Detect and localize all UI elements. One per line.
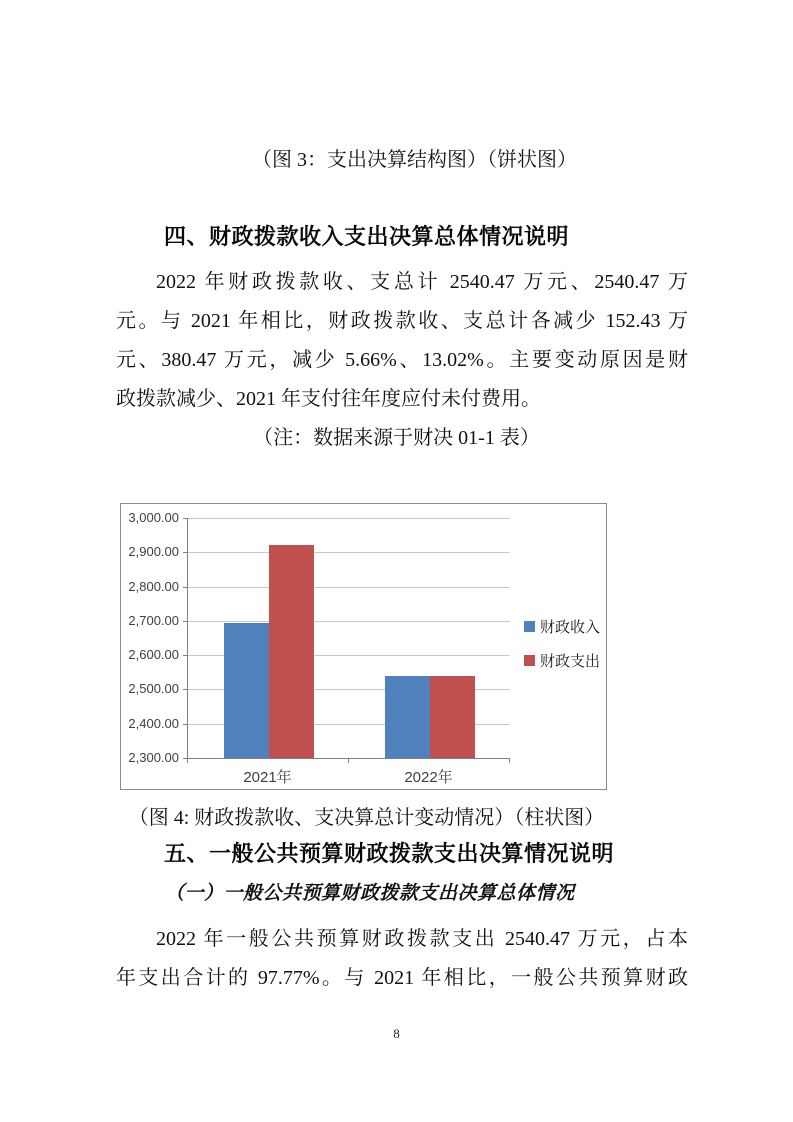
y-axis-tick-mark <box>183 724 187 725</box>
y-axis-tick-label: 2,500.00 <box>128 681 179 696</box>
y-axis-tick-mark <box>183 587 187 588</box>
y-axis-tick-mark <box>183 552 187 553</box>
page-number: 8 <box>393 1026 400 1041</box>
y-axis-tick-label: 3,000.00 <box>128 510 179 525</box>
paragraph-line: 年支出合计的 97.77%。与 2021 年相比，一般公共预算财政 <box>116 967 688 989</box>
chart-legend <box>524 616 600 671</box>
y-axis-tick-label: 2,300.00 <box>128 750 179 765</box>
bar-财政支出-2021年 <box>269 545 314 758</box>
legend-swatch-icon <box>524 655 535 666</box>
x-axis-tick-mark <box>187 759 188 763</box>
chart-plot-area <box>187 518 510 759</box>
legend-entry-income <box>524 616 600 637</box>
bar-财政收入-2022年 <box>385 676 430 758</box>
y-axis-tick-mark <box>183 655 187 656</box>
paragraph-line: 政拨款减少、2021 年支付往年度应付未付费用。 <box>116 388 541 410</box>
y-axis-tick-label: 2,900.00 <box>128 544 179 559</box>
legend-swatch-icon <box>524 621 535 632</box>
x-axis-category-label: 2021年 <box>243 769 292 786</box>
legend-label: 财政支出 <box>540 653 601 670</box>
paragraph-line: 2022 年财政拨款收、支总计 2540.47 万元、2540.47 万 <box>156 271 688 293</box>
bar-财政支出-2022年 <box>430 676 475 758</box>
y-axis-tick-mark <box>183 518 187 519</box>
section4-heading: 四、财政拨款收入支出决算总体情况说明 <box>164 224 570 249</box>
gridline <box>188 621 510 622</box>
y-axis-tick-mark <box>183 621 187 622</box>
x-axis-tick-mark <box>509 759 510 763</box>
x-axis-tick-mark <box>348 759 349 763</box>
legend-label: 财政收入 <box>540 619 601 636</box>
section5-heading: 五、一般公共预算财政拨款支出决算情况说明 <box>164 841 615 866</box>
y-axis-tick-label: 2,700.00 <box>128 613 179 628</box>
section4-paragraph <box>116 263 688 419</box>
gridline <box>188 552 510 553</box>
paragraph-line: 元。与 2021 年相比，财政拨款收、支总计各减少 152.43 万 <box>116 310 688 332</box>
y-axis-tick-label: 2,600.00 <box>128 647 179 662</box>
y-axis-tick-mark <box>183 689 187 690</box>
x-axis-category-label: 2022年 <box>404 769 453 786</box>
bar-chart <box>120 503 607 790</box>
y-axis-tick-label: 2,400.00 <box>128 716 179 731</box>
data-source-note: （注：数据来源于财决 01-1 表） <box>253 427 540 449</box>
section5-paragraph <box>116 920 688 998</box>
y-axis-tick-label: 2,800.00 <box>128 579 179 594</box>
paragraph-line: 2022 年一般公共预算财政拨款支出 2540.47 万元，占本 <box>156 928 688 950</box>
figure3-caption: （图 3：支出决算结构图）（饼状图） <box>252 149 577 171</box>
figure4-caption: （图 4: 财政拨款收、支决算总计变动情况）（柱状图） <box>128 807 605 829</box>
bar-财政收入-2021年 <box>224 623 269 758</box>
paragraph-line: 元、380.47 万元，减少 5.66%、13.02%。主要变动原因是财 <box>116 349 688 371</box>
section5-subheading: （一）一般公共预算财政拨款支出决算总体情况 <box>165 883 575 904</box>
legend-entry-expenditure <box>524 650 600 671</box>
gridline <box>188 518 510 519</box>
gridline <box>188 587 510 588</box>
